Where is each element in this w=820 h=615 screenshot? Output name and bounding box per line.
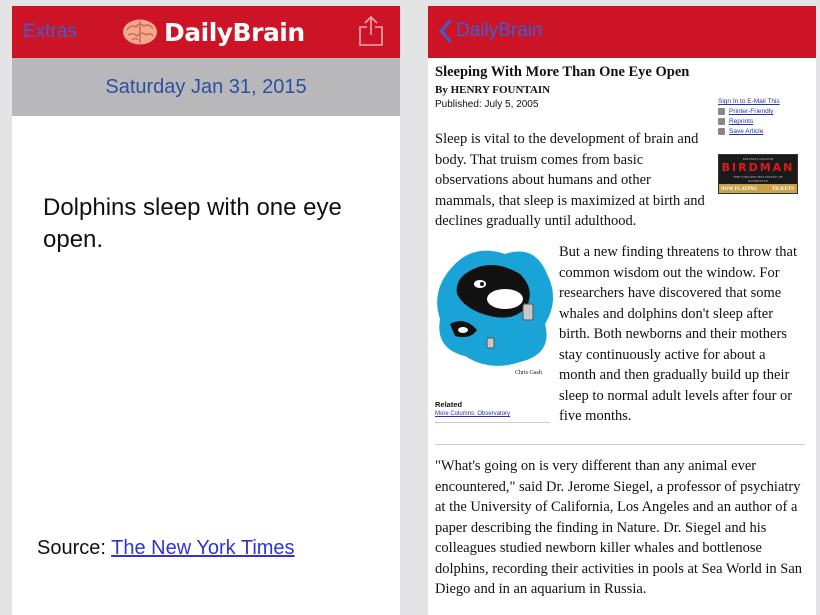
nav-bar bbox=[428, 6, 816, 58]
daily-fact-screen bbox=[12, 6, 400, 615]
share-button[interactable] bbox=[358, 15, 384, 52]
fact-text: Dolphins sleep with one eye open. bbox=[43, 194, 342, 253]
birdman-ad[interactable]: MICHAEL KEATON BIRDMAN THE UNEXPECTED VIRTUE OF IGNORANCE NOW PLAYING TICKETS bbox=[718, 154, 798, 194]
back-label: DailyBrain bbox=[456, 20, 543, 41]
chevron-left-icon bbox=[438, 19, 452, 43]
brand-logo bbox=[122, 14, 305, 50]
article-published: Published: July 5, 2005 bbox=[435, 99, 539, 110]
source-line bbox=[37, 537, 295, 560]
tickets-button[interactable]: TICKETS bbox=[771, 187, 794, 192]
printer-friendly-link[interactable]: Printer-Friendly bbox=[718, 108, 802, 115]
article-title: Sleeping With More Than One Eye Open bbox=[435, 64, 690, 80]
related-link[interactable]: More Columns: Observatory bbox=[435, 411, 511, 417]
paragraph-3: "What's going on is very different than any animal ever encountered," said Dr. Jerome Siegel, a professor of psychiatry at the University of California, Los Angeles and an author of a paper describing the finding in Nature. Dr. Siegel and his colleagues studied newborn killer whales and bottlenose dolphins, recording their activities in pools at Sea World in San Diego and in an aquarium in Russia. bbox=[435, 458, 803, 597]
date-bar bbox=[12, 58, 400, 116]
related-heading: Related bbox=[435, 400, 463, 409]
article-screen bbox=[428, 6, 816, 615]
reprints-link[interactable]: Reprints bbox=[718, 118, 802, 125]
image-credit: Chris Gash bbox=[515, 370, 542, 376]
brand-name: DailyBrain bbox=[164, 17, 305, 47]
brain-icon bbox=[122, 18, 158, 46]
paragraph-1: Sleep is vital to the development of brain and body. That truism comes from basic observations about humans and other mammals, that sleep is maximized at birth and declines gradually until adulthood. bbox=[435, 131, 705, 229]
extras-button[interactable]: Extras bbox=[23, 21, 77, 42]
ad-title: BIRDMAN bbox=[721, 161, 795, 174]
article-tools bbox=[718, 98, 802, 138]
email-link[interactable]: Sign In to E-Mail This bbox=[718, 98, 780, 105]
divider bbox=[435, 444, 805, 445]
back-button[interactable] bbox=[438, 19, 543, 43]
whale-illustration bbox=[435, 244, 555, 369]
source-link[interactable]: The New York Times bbox=[111, 537, 295, 559]
article-webview bbox=[435, 58, 809, 615]
printer-icon bbox=[718, 108, 725, 115]
divider bbox=[435, 422, 550, 423]
paragraph-2: But a new finding threatens to throw that common wisdom out the window. For researchers have discovered that some whales and dolphins don't sleep after birth. Both newborns and their mothers stay continuously active for about a month and then gradually build up their sleep to normal adult levels after four or five months. bbox=[559, 244, 797, 424]
save-icon bbox=[718, 128, 725, 135]
share-icon bbox=[358, 15, 384, 47]
date-label: Saturday Jan 31, 2015 bbox=[105, 75, 307, 98]
source-label: Source: bbox=[37, 537, 106, 559]
reprints-icon bbox=[718, 118, 725, 125]
nav-bar bbox=[12, 6, 400, 58]
article-byline: By HENRY FOUNTAIN bbox=[435, 84, 551, 96]
save-article-link[interactable]: Save Article bbox=[718, 128, 802, 135]
